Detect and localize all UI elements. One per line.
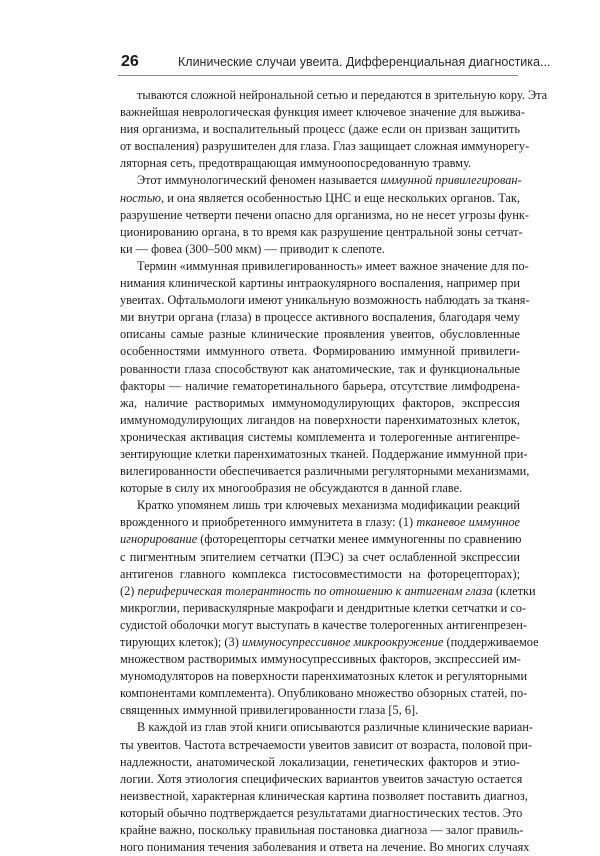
text-run: , и она является особенностью ЦНС и еще нескольких органов. Так,	[161, 190, 520, 205]
text-line: иммуномодулирующих лигандов на поверхности паренхиматозных клеток,	[120, 412, 520, 427]
text-line: разрушение четверти печени опасно для организма, но не несет угрозы функ-	[120, 207, 530, 222]
text-line: факторы — наличие гематоретинального барьера, отсутствие лимфодрена-	[120, 378, 520, 393]
text-line: компонентами комплемента). Опубликовано множество обзорных статей, по-	[120, 686, 528, 701]
text-line: рованности глаза способствуют как анатомические, так и функциональные	[120, 361, 520, 376]
text-line	[120, 531, 520, 548]
text-line: неизвестной, характерная клиническая картина позволяет поставить диагноз,	[120, 788, 528, 803]
text-line: вилегированности обеспечивается различными регуляторными механизмами,	[120, 464, 530, 479]
text-line	[120, 634, 539, 651]
text-line: Кратко упомянем лишь три ключевых механизма модификации реакций	[137, 498, 520, 513]
running-title: Клинические случаи увеита. Дифференциальная диагностика...	[178, 55, 551, 69]
text-line: ми внутри органа (глаза) в процессе активного воспаления, благодаря чему	[120, 310, 520, 325]
italic-term: иммунной привилегирован-	[380, 173, 522, 188]
text-line: с пигментным эпителием сетчатки (ПЭС) за счет ослабленной экспрессии	[120, 549, 520, 564]
text-line: важнейшая неврологическая функция имеет ключевое значение для выжива-	[120, 105, 525, 120]
text-run: (2)	[120, 583, 138, 598]
text-line: надлежности, анатомической локализации, генетических факторов и этио-	[120, 754, 520, 769]
text-line: от воспаления) разрушителен для глаза. Глаз защищает сложная иммунорегу-	[120, 139, 530, 154]
italic-term: тканевое иммунное	[416, 515, 520, 530]
text-line	[120, 172, 520, 189]
text-line: антигенов главного комплекса гистосовместимости на фоторецепторах);	[120, 566, 520, 581]
text-line: зентирующие клетки паренхиматозных тканей. Поддержание иммунной при-	[120, 446, 528, 461]
paragraph	[120, 172, 530, 257]
text-line: Термин «иммунная привилегированность» имеет важное значение для по-	[137, 258, 529, 273]
text-line: священных иммунной привилегированности глаза [5, 6].	[120, 703, 419, 718]
text-line: нимания клинической картины интраокулярного воспаления, например при	[120, 276, 520, 291]
text-line: жа, наличие растворимых иммуномодулирующих факторов, экспрессия	[120, 395, 520, 410]
italic-term: ностью	[120, 190, 162, 205]
text-line: крайне важно, поскольку правильная постановка диагноза — залог правиль-	[120, 823, 524, 838]
text-run: (фоторецепторы сетчатки менее иммуногенны по сравнению	[197, 532, 522, 547]
text-line: ния организма, и воспалительный процесс (даже если он призван защитить	[120, 122, 520, 137]
text-line: судистой оболочки могут выступать в качестве толерогенных антигенпрезен-	[120, 617, 527, 632]
italic-term: периферическая толерантность по отношению к антигенам глаза	[137, 583, 493, 598]
text-line: которые в силу их многообразия не обсуждаются в данной главе.	[120, 481, 463, 496]
text-line: муномодуляторов на поверхности паренхиматозных клеток и регуляторными	[120, 669, 528, 684]
text-run: Этот иммунологический феномен называется	[137, 173, 381, 188]
text-line: ты увеитов. Частота встречаемости увеитов зависит от возраста, половой при-	[120, 737, 533, 752]
paragraph	[120, 258, 530, 497]
text-line	[120, 514, 520, 531]
text-run: врожденного и приобретенного иммунитета в глазу: (1)	[120, 515, 417, 530]
text-line: увеитах. Офтальмологи имеют уникальную возможность наблюдать за тканя-	[120, 293, 530, 308]
body-text	[120, 87, 548, 856]
text-run: (поддерживаемое	[443, 635, 539, 649]
text-line: ляторная сеть, предотвращающая иммуноопосредованную травму.	[120, 156, 472, 171]
italic-term: игнорирование	[120, 532, 198, 547]
text-line: микроглии, периваскулярные макрофаги и дендритные клетки сетчатки и со-	[120, 600, 527, 615]
paragraph	[120, 719, 534, 856]
running-header	[0, 44, 600, 74]
text-line: ки — фовеа (300–500 мкм) — приводит к слепоте.	[120, 241, 385, 256]
text-line: особенностями иммунного ответа. Формированию иммунной привилеги-	[120, 344, 520, 359]
text-line: описаны самые разные клинические проявления увеитов, обусловленные	[120, 327, 520, 342]
paragraph	[120, 87, 548, 172]
text-line: тываются сложной нейрональной сетью и передаются в зрительную кору. Эта	[137, 88, 548, 102]
paragraph	[120, 497, 539, 719]
text-line: логии. Хотя этиология специфических вариантов увеитов зачастую остается	[120, 771, 523, 786]
text-line	[120, 190, 520, 207]
text-run: тирующих клеток); (3)	[120, 635, 242, 649]
text-run: (клетки	[492, 583, 536, 598]
page-number: 26	[121, 53, 139, 70]
text-line: хроническая активация системы комплемента и толерогенные антигенпре-	[120, 429, 520, 444]
text-line: множеством растворимых иммуносупрессивных факторов, экспрессией им-	[120, 652, 521, 667]
text-line: который обычно подтверждается результатами диагностических тестов. Это	[120, 805, 523, 820]
text-line	[120, 583, 536, 600]
header-rule	[118, 75, 518, 76]
text-line: ционированию органа, в то время как разрушение центральной зоны сетчат-	[120, 224, 523, 239]
text-line: ного понимания течения заболевания и ответа на лечение. Во многих случаях	[120, 840, 530, 855]
text-line: В каждой из глав этой книги описываются различные клинические вариан-	[137, 720, 534, 735]
italic-term: иммуносупрессивное микроокружение	[241, 635, 444, 649]
